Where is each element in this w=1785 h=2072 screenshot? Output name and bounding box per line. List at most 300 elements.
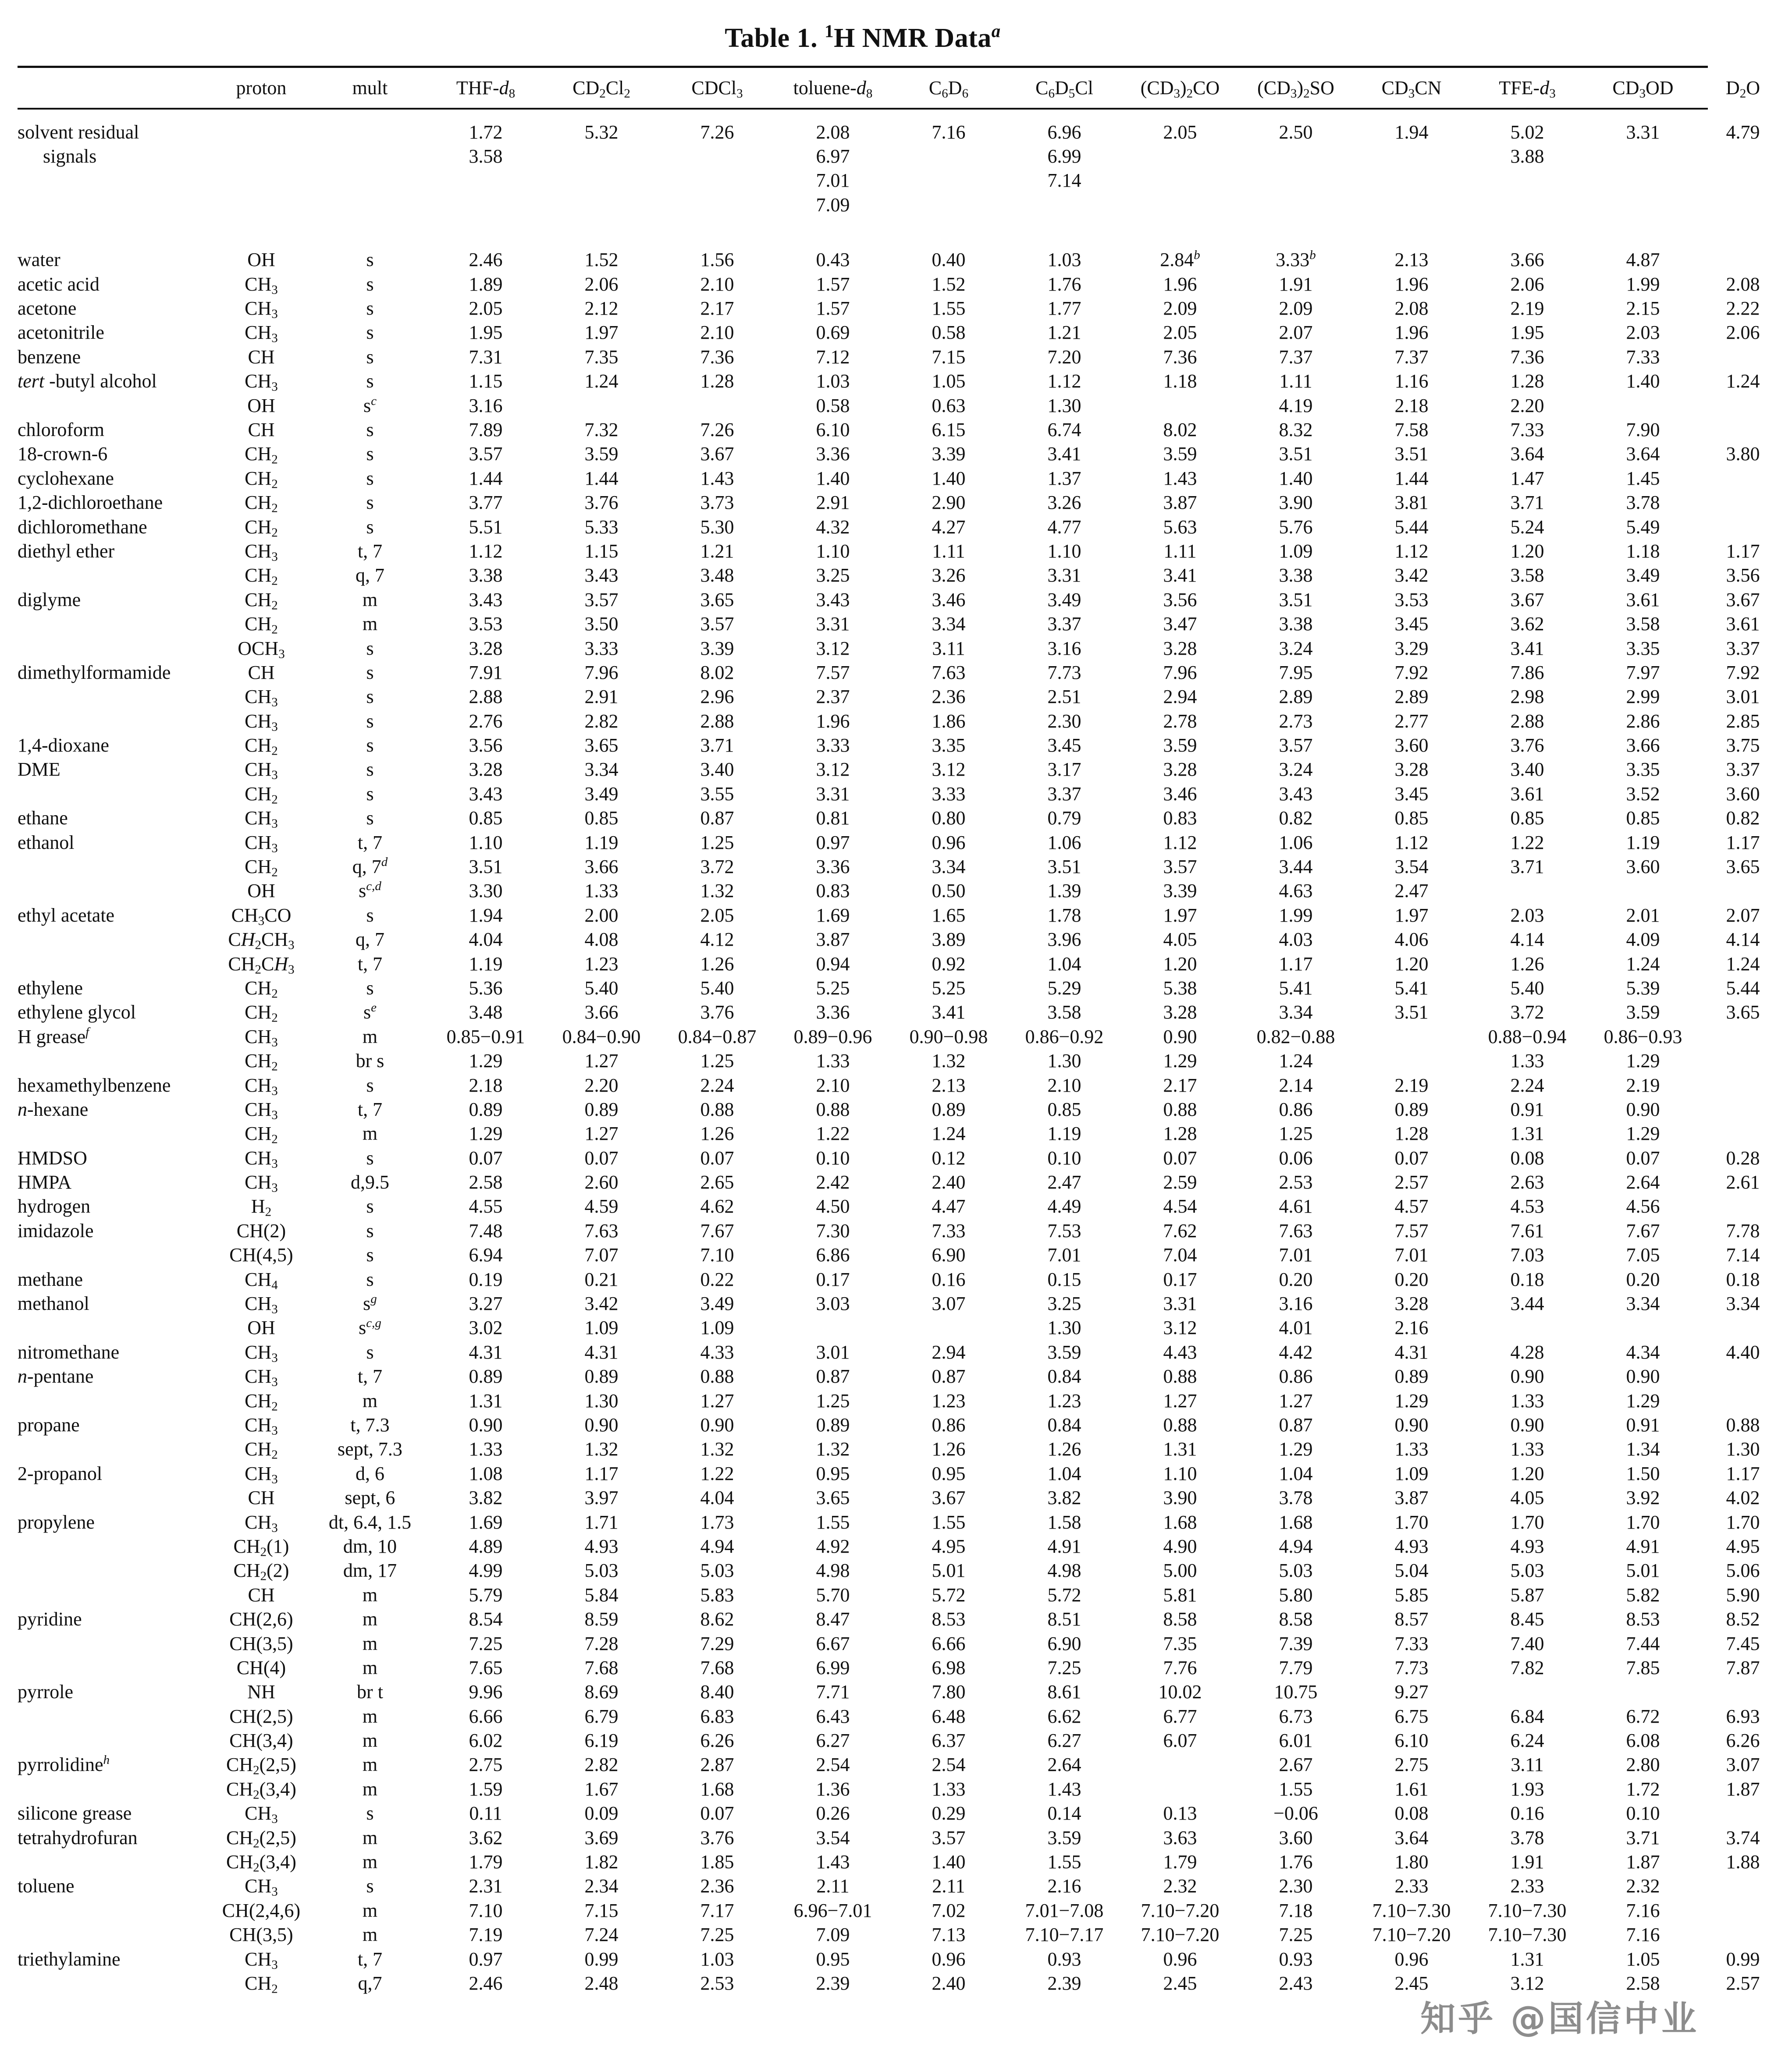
shift-value: 1.55: [1047, 1851, 1081, 1873]
shift-value: 1.47: [1510, 467, 1544, 489]
shift-value: 0.96: [932, 1948, 966, 1970]
compound-name: ethylene: [18, 977, 83, 999]
shift-value: 1.29: [1279, 1438, 1313, 1460]
shift-value: 0.84: [1047, 1414, 1081, 1436]
shift-value: 5.01: [932, 1560, 966, 1582]
compound-name: ethanol: [18, 831, 75, 853]
shift-value: 2.07: [1726, 904, 1760, 926]
shift-value: 3.51: [1394, 443, 1429, 465]
shift-value: [1354, 1025, 1469, 1049]
shift-value: 2.17: [1163, 1074, 1197, 1096]
shift-value: 3.38: [1279, 613, 1313, 635]
shift-value: 1.22: [1510, 831, 1544, 853]
shift-value: [1469, 879, 1585, 903]
mult-cell: s: [366, 1147, 374, 1169]
table-row: [18, 369, 1785, 394]
shift-value: 2.65: [700, 1171, 734, 1193]
shift-value: 3.28: [1394, 1293, 1429, 1315]
compound-name: pyrrolidine$^h$: [18, 1753, 110, 1776]
shift-value: 5.39: [1626, 977, 1660, 999]
compound-name: [18, 1923, 210, 1947]
header-cell-cd3od: $CD_3OD$: [1612, 77, 1674, 101]
mult-cell: s: [366, 1875, 374, 1897]
table-row: [18, 564, 1785, 588]
mult-cell: m: [362, 1754, 378, 1776]
shift-value: 2.05: [700, 904, 734, 926]
shift-value: 4.56: [1626, 1196, 1660, 1217]
shift-value: 0.85: [1047, 1098, 1081, 1120]
shift-value: 3.51: [1047, 856, 1081, 878]
mult-cell: sept, 7.3: [338, 1438, 402, 1460]
shift-value: 3.65: [816, 1487, 850, 1509]
mult-cell: $s^{c,d}$: [359, 879, 381, 902]
shift-value: 1.31: [1510, 1948, 1544, 1970]
shift-value: [1701, 1802, 1785, 1826]
shift-value: 2.54: [816, 1754, 850, 1776]
shift-value: 1.95: [1510, 322, 1544, 344]
shift-value: 1.43: [816, 1851, 850, 1873]
shift-value: 1.20: [1510, 1462, 1544, 1484]
shift-value: 1.96: [816, 710, 850, 732]
proton-cell: CH(2,6): [229, 1608, 293, 1630]
shift-value: 0.87: [1279, 1414, 1313, 1436]
table-row: [18, 321, 1785, 345]
shift-value: 4.94: [1279, 1535, 1313, 1557]
shift-value: 0.40: [932, 249, 966, 271]
proton-cell: CH: [248, 661, 275, 683]
shift-value: 4.09: [1626, 929, 1660, 951]
proton-cell: $CH_2(3,4)$: [226, 1778, 296, 1802]
header-cell-c6d5cl: $C_6D_5Cl$: [1035, 77, 1093, 101]
shift-value: 7.85: [1626, 1657, 1660, 1678]
shift-value: 3.07: [1726, 1754, 1760, 1776]
shift-value: 5.25: [816, 977, 850, 999]
shift-value: 1.25: [1279, 1123, 1313, 1145]
shift-value: 3.34: [584, 759, 619, 781]
proton-cell: $CH_2$: [245, 467, 278, 491]
shift-value: 3.16: [469, 394, 503, 416]
shift-value: 1.72: [469, 121, 503, 143]
shift-value: 2.63: [1510, 1171, 1544, 1193]
shift-value: 4.93: [1394, 1535, 1429, 1557]
shift-value: 0.26: [816, 1802, 850, 1824]
shift-value: 4.91: [1626, 1535, 1660, 1557]
shift-value: 0.91: [1626, 1414, 1660, 1436]
shift-value: 1.28: [1163, 1123, 1197, 1145]
header-cell-proton: proton: [236, 77, 287, 99]
shift-value: 0.99: [1726, 1948, 1760, 1970]
shift-value: 7.09: [816, 194, 850, 216]
shift-value: 2.15: [1626, 298, 1660, 319]
residual-signal-row: [18, 193, 1785, 217]
mult-cell: [312, 107, 428, 144]
shift-value: 6.02: [469, 1730, 503, 1752]
shift-value: 1.32: [700, 880, 734, 902]
shift-value: 6.90: [932, 1244, 966, 1266]
proton-cell: $CH_2$: [245, 564, 278, 588]
shift-value: 0.12: [932, 1147, 966, 1169]
table-row: [18, 855, 1785, 879]
mult-cell: s: [366, 1268, 374, 1290]
shift-value: 3.67: [932, 1487, 966, 1509]
shift-value: 0.13: [1163, 1802, 1197, 1824]
shift-value: 2.59: [1163, 1171, 1197, 1193]
shift-value: 2.08: [1726, 273, 1760, 295]
shift-value: 3.80: [1726, 443, 1760, 465]
shift-value: 2.53: [1279, 1171, 1313, 1193]
shift-value: 7.01−7.08: [1025, 1899, 1104, 1921]
shift-value: 8.40: [700, 1681, 734, 1703]
shift-value: 3.96: [1047, 929, 1081, 951]
table-row: [18, 1025, 1785, 1049]
shift-value: 0.81: [816, 807, 850, 829]
shift-value: 0.85: [1626, 807, 1660, 829]
row-label: signals: [43, 145, 97, 167]
shift-value: 3.45: [1394, 613, 1429, 635]
shift-value: 1.24: [1726, 953, 1760, 975]
mult-cell: t, 7.3: [350, 1414, 390, 1436]
mult-cell: s: [366, 492, 374, 514]
proton-cell: $CH_2$: [245, 734, 278, 758]
shift-value: 8.02: [1163, 419, 1197, 440]
shift-value: 1.20: [1510, 540, 1544, 562]
proton-cell: $H_2$: [251, 1196, 272, 1219]
shift-value: 0.97: [469, 1948, 503, 1970]
shift-value: 7.07: [584, 1244, 619, 1266]
proton-cell: $CH_3$: [245, 298, 278, 321]
shift-value: 1.44: [469, 467, 503, 489]
shift-value: 2.77: [1394, 710, 1429, 732]
shift-value: 4.79: [1726, 121, 1760, 143]
shift-value: 1.91: [1279, 273, 1313, 295]
shift-value: 1.94: [469, 904, 503, 926]
shift-value: 1.52: [584, 249, 619, 271]
table-row: [18, 733, 1785, 757]
shift-value: 3.64: [1394, 1827, 1429, 1848]
shift-value: 3.89: [932, 929, 966, 951]
shift-value: [1701, 169, 1785, 193]
shift-value: 3.59: [1163, 443, 1197, 465]
shift-value: 1.12: [469, 540, 503, 562]
mult-cell: m: [362, 1899, 378, 1921]
shift-value: 1.37: [1047, 467, 1081, 489]
compound-name: imidazole: [18, 1220, 94, 1242]
shift-value: 3.72: [1510, 1001, 1544, 1023]
shift-value: 3.28: [1163, 759, 1197, 781]
shift-value: 2.10: [816, 1074, 850, 1096]
shift-value: 2.45: [1394, 1972, 1429, 1994]
shift-value: 3.58: [1510, 564, 1544, 586]
compound-name: HMPA: [18, 1171, 72, 1193]
shift-value: 0.08: [1394, 1802, 1429, 1824]
shift-value: 3.45: [1394, 783, 1429, 805]
shift-value: 7.30: [816, 1220, 850, 1242]
shift-value: 3.92: [1626, 1487, 1660, 1509]
shift-value: [1585, 1680, 1701, 1704]
proton-cell: CH(3,5): [229, 1924, 293, 1946]
table-title: Table 1. $^1$H NMR Data$^a$: [725, 21, 1001, 53]
shift-value: 0.07: [1394, 1147, 1429, 1169]
shift-value: 0.11: [469, 1802, 502, 1824]
shift-value: 2.30: [1047, 710, 1081, 732]
shift-value: 5.03: [1279, 1560, 1313, 1582]
shift-value: 3.16: [1279, 1293, 1313, 1315]
shift-value: 7.01: [1047, 1244, 1081, 1266]
table-row: [18, 1219, 1785, 1243]
shift-value: 3.54: [1394, 856, 1429, 878]
shift-value: 3.33$^b$: [1276, 248, 1316, 271]
shift-value: 1.58: [1047, 1511, 1081, 1533]
mult-cell: [312, 144, 428, 168]
table-row: [18, 1146, 1785, 1170]
shift-value: 4.04: [469, 929, 503, 951]
mult-cell: d,9.5: [351, 1171, 389, 1193]
table-row: [18, 1122, 1785, 1146]
shift-value: 4.06: [1394, 929, 1429, 951]
shift-value: 0.28: [1726, 1147, 1760, 1169]
shift-value: 1.17: [1726, 540, 1760, 562]
shift-value: 0.07: [700, 1802, 734, 1824]
proton-cell: $CH_3$: [245, 1802, 278, 1826]
shift-value: 7.12: [816, 346, 850, 368]
shift-value: 7.25: [469, 1632, 503, 1654]
shift-value: 0.88: [700, 1098, 734, 1120]
mult-cell: br t: [357, 1681, 383, 1703]
shift-value: 0.63: [932, 394, 966, 416]
mult-cell: s: [366, 661, 374, 683]
compound-name: water: [18, 249, 60, 271]
mult-cell: s: [366, 467, 374, 489]
shift-value: 1.20: [1163, 953, 1197, 975]
proton-cell: $CH_3$: [245, 1511, 278, 1535]
shift-value: 0.89: [584, 1366, 619, 1387]
shift-value: [659, 394, 775, 418]
shift-value: 1.93: [1510, 1778, 1544, 1800]
shift-value: 1.21: [700, 540, 734, 562]
compound-name: [18, 1437, 210, 1462]
shift-value: 7.57: [816, 661, 850, 683]
shift-value: 5.40: [700, 977, 734, 999]
shift-value: 0.87: [700, 807, 734, 829]
mult-cell: t, 7: [357, 1366, 383, 1387]
mult-cell: m: [362, 1730, 378, 1752]
proton-cell: $CH_3$: [245, 686, 278, 710]
shift-value: 1.26: [1510, 953, 1544, 975]
shift-value: [428, 193, 544, 217]
shift-value: 2.99: [1626, 686, 1660, 708]
table-row: [18, 442, 1785, 466]
shift-value: 0.20: [1626, 1268, 1660, 1290]
shift-value: 3.58: [469, 145, 503, 167]
shift-value: 3.88: [1510, 145, 1544, 167]
shift-value: 8.59: [584, 1608, 619, 1630]
shift-value: [1006, 193, 1122, 217]
shift-value: 0.07: [469, 1147, 503, 1169]
shift-value: [891, 193, 1006, 217]
shift-value: 3.38: [469, 564, 503, 586]
shift-value: 4.92: [816, 1535, 850, 1557]
shift-value: 2.58: [1626, 1972, 1660, 1994]
shift-value: 2.91: [584, 686, 619, 708]
shift-value: 0.19: [469, 1268, 503, 1290]
shift-value: 3.54: [816, 1827, 850, 1848]
shift-value: 4.33: [700, 1341, 734, 1363]
shift-value: 1.06: [1047, 831, 1081, 853]
proton-cell: [210, 144, 312, 168]
shift-value: 6.97: [816, 145, 850, 167]
shift-value: 2.09: [1279, 298, 1313, 319]
shift-value: 3.59: [1163, 734, 1197, 756]
shift-value: 0.85: [1394, 807, 1429, 829]
table-row: [18, 1001, 1785, 1025]
shift-value: 1.15: [469, 370, 503, 392]
shift-value: 1.29: [469, 1050, 503, 1072]
shift-value: [1469, 169, 1585, 193]
mult-cell: [312, 193, 428, 217]
shift-value: 6.01: [1279, 1730, 1313, 1752]
shift-value: 3.60: [1279, 1827, 1313, 1848]
shift-value: 3.65: [700, 589, 734, 610]
shift-value: 7.31: [469, 346, 503, 368]
shift-value: 7.05: [1626, 1244, 1660, 1266]
shift-value: 2.16: [1394, 1317, 1429, 1339]
shift-value: 9.27: [1394, 1681, 1429, 1703]
shift-value: 1.09: [584, 1317, 619, 1339]
shift-value: 7.10−7.20: [1372, 1924, 1451, 1946]
shift-value: 3.56: [1726, 564, 1760, 586]
shift-value: 6.10: [1394, 1730, 1429, 1752]
shift-value: 2.10: [700, 322, 734, 344]
shift-value: [1701, 515, 1785, 539]
shift-value: 4.77: [1047, 516, 1081, 538]
shift-value: 1.30: [1047, 394, 1081, 416]
shift-value: 0.85: [584, 807, 619, 829]
shift-value: 4.31: [469, 1341, 503, 1363]
shift-value: 4.43: [1163, 1341, 1197, 1363]
shift-value: 2.20: [1510, 394, 1544, 416]
shift-value: 2.53: [700, 1972, 734, 1994]
proton-cell: NH: [247, 1681, 275, 1703]
shift-value: 1.18: [1163, 370, 1197, 392]
shift-value: 3.53: [1394, 589, 1429, 610]
shift-value: 3.28: [1163, 1001, 1197, 1023]
shift-value: 1.95: [469, 322, 503, 344]
shift-value: 5.03: [584, 1560, 619, 1582]
shift-value: 0.22: [700, 1268, 734, 1290]
shift-value: 3.58: [1626, 613, 1660, 635]
shift-value: 6.15: [932, 419, 966, 440]
table-row: [18, 1583, 1785, 1607]
shift-value: 2.46: [469, 249, 503, 271]
compound-name: [18, 685, 210, 709]
shift-value: 1.30: [1047, 1050, 1081, 1072]
shift-value: 6.62: [1047, 1705, 1081, 1727]
shift-value: 1.27: [700, 1390, 734, 1412]
proton-cell: $CH_3$: [245, 1171, 278, 1195]
shift-value: 1.27: [1163, 1390, 1197, 1412]
shift-value: 2.16: [1047, 1875, 1081, 1897]
shift-value: 1.29: [1394, 1390, 1429, 1412]
shift-value: 1.20: [1394, 953, 1429, 975]
mult-cell: s: [366, 1341, 374, 1363]
shift-value: 3.34: [932, 613, 966, 635]
shift-value: 1.04: [1047, 1462, 1081, 1484]
shift-value: 3.01: [1726, 686, 1760, 708]
shift-value: [1701, 1389, 1785, 1413]
proton-cell: $CH_3$: [245, 370, 278, 394]
shift-value: 7.01: [1394, 1244, 1429, 1266]
shift-value: 3.36: [816, 443, 850, 465]
shift-value: 1.69: [469, 1511, 503, 1533]
shift-value: 5.44: [1726, 977, 1760, 999]
shift-value: 5.30: [700, 516, 734, 538]
shift-value: 6.96−7.01: [793, 1899, 872, 1921]
shift-value: 1.89: [469, 273, 503, 295]
shift-value: 4.02: [1726, 1487, 1760, 1509]
shift-value: 1.33: [1510, 1050, 1544, 1072]
mult-cell: m: [362, 1778, 378, 1800]
shift-value: 2.14: [1279, 1074, 1313, 1096]
proton-cell: $CH_3$: [245, 1074, 278, 1098]
shift-value: 0.95: [816, 1462, 850, 1484]
header-cell-d2o: $D_2O$: [1725, 77, 1760, 101]
shift-value: 1.69: [816, 904, 850, 926]
compound-name: H grease$^f$: [18, 1025, 89, 1047]
shift-value: 1.80: [1394, 1851, 1429, 1873]
shift-value: 1.05: [932, 370, 966, 392]
shift-value: 0.85: [469, 807, 503, 829]
shift-value: [1122, 1753, 1238, 1777]
shift-value: 3.36: [816, 1001, 850, 1023]
shift-value: 2.89: [1394, 686, 1429, 708]
shift-value: 3.46: [932, 589, 966, 610]
shift-value: 3.87: [1163, 492, 1197, 514]
table-row: [18, 1291, 1785, 1316]
shift-value: 4.98: [1047, 1560, 1081, 1582]
shift-value: 1.24: [1626, 953, 1660, 975]
shift-value: 4.31: [584, 1341, 619, 1363]
shift-value: 7.97: [1626, 661, 1660, 683]
shift-value: 3.30: [469, 880, 503, 902]
table-row: [18, 418, 1785, 442]
table-row: [18, 272, 1785, 296]
mult-cell: sept, 6: [345, 1487, 395, 1509]
shift-value: 1.24: [1726, 370, 1760, 392]
shift-value: 2.80: [1626, 1754, 1660, 1776]
proton-cell: $CH_3$: [245, 1025, 278, 1049]
compound-name: benzene: [18, 346, 81, 368]
proton-cell: $CH_3$: [245, 540, 278, 564]
shift-value: 0.89: [932, 1098, 966, 1120]
shift-value: [1354, 144, 1469, 168]
shift-value: 0.91: [1510, 1098, 1544, 1120]
shift-value: 2.30: [1279, 1875, 1313, 1897]
compound-name: [18, 1243, 210, 1267]
shift-value: 4.54: [1163, 1196, 1197, 1217]
table-row: [18, 976, 1785, 1000]
proton-cell: $CH_3$: [245, 807, 278, 831]
compound-name: [18, 1898, 210, 1923]
shift-value: 3.35: [1626, 637, 1660, 659]
shift-value: 0.07: [700, 1147, 734, 1169]
shift-value: 7.26: [700, 419, 734, 440]
shift-value: 5.81: [1163, 1584, 1197, 1606]
compound-name: [18, 612, 210, 636]
shift-value: 1.87: [1726, 1778, 1760, 1800]
shift-value: 3.57: [469, 443, 503, 465]
shift-value: 5.40: [1510, 977, 1544, 999]
shift-value: 0.90−0.98: [909, 1025, 988, 1047]
